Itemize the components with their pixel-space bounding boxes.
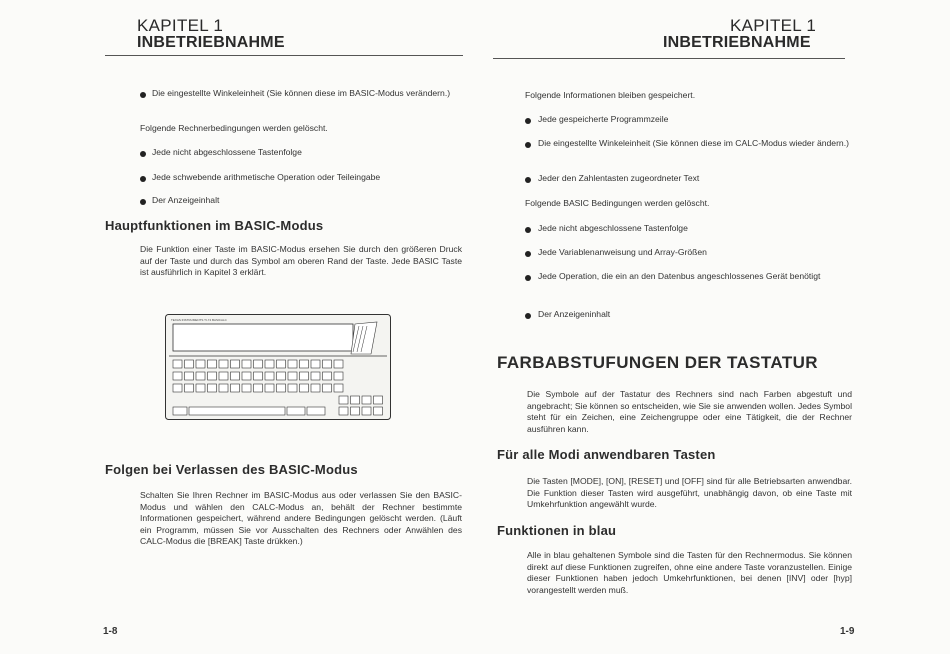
bullet-icon	[525, 313, 531, 319]
section-title: FARBABSTUFUNGEN DER TASTATUR	[497, 353, 818, 372]
calculator-key	[323, 360, 332, 368]
calculator-key	[300, 372, 309, 380]
calculator-key	[219, 384, 228, 392]
deleted-item: Jede schwebende arithmetische Operation oder Teileingabe	[152, 172, 381, 182]
bullet-icon	[525, 118, 531, 124]
calculator-key	[219, 372, 228, 380]
calculator-key	[277, 384, 286, 392]
calculator-key	[196, 384, 205, 392]
chapter-title: INBETRIEBNAHME	[137, 34, 285, 51]
saved-item: Jeder den Zahlentasten zugeordneter Text	[538, 173, 700, 183]
bullet-icon	[140, 151, 146, 157]
calculator-key	[265, 384, 274, 392]
calculator-key	[351, 396, 360, 404]
bullet-icon	[525, 227, 531, 233]
heading-blue-functions: Funktionen in blau	[497, 523, 617, 538]
calculator-key	[334, 372, 343, 380]
deleted-item: Jede Variablenanweisung und Array-Größen	[538, 247, 707, 257]
deleted-item: Jede nicht abgeschlossene Tastenfolge	[538, 223, 688, 233]
calculator-key	[265, 360, 274, 368]
heading-main-functions: Hauptfunktionen im BASIC-Modus	[105, 218, 324, 233]
calculator-key	[189, 407, 285, 415]
bullet-icon	[525, 142, 531, 148]
deleted-item: Der Anzeigeninhalt	[538, 309, 611, 319]
right-page	[475, 0, 950, 654]
calculator-key	[277, 372, 286, 380]
deleted-intro: Folgende BASIC Bedingungen werden gelöscht.	[525, 198, 710, 208]
calculator-brand: TEXAS INSTRUMENTS TI-74 BASICALC	[171, 318, 227, 322]
saved-item: Jede gespeicherte Programmzeile	[538, 114, 669, 124]
calculator-key	[173, 360, 182, 368]
header-rule	[493, 58, 845, 59]
calculator-key	[311, 384, 320, 392]
calculator-key	[277, 360, 286, 368]
calculator-key	[208, 360, 217, 368]
calculator-display	[173, 324, 353, 351]
calculator-key	[254, 360, 263, 368]
para-main-functions: Die Funktion einer Taste im BASIC-Modus ersehen Sie durch den größeren Druck auf der Taste und durch das Symbol am oberen Rand der Taste. Jede BASIC Taste ist ausführlich in Kapitel 3 erklärt.	[140, 244, 462, 277]
calculator-key	[231, 360, 240, 368]
deleted-item: Der Anzeigeinhalt	[152, 195, 220, 205]
calculator-key	[185, 372, 194, 380]
calculator-key	[300, 384, 309, 392]
chapter-title: INBETRIEBNAHME	[663, 34, 811, 51]
calculator-key	[242, 384, 251, 392]
calculator-key	[334, 384, 343, 392]
calculator-key	[334, 360, 343, 368]
chapter-label: KAPITEL 1	[137, 16, 224, 35]
calculator-key	[323, 384, 332, 392]
saved-intro: Folgende Informationen bleiben gespeichert.	[525, 90, 696, 100]
calculator-key	[311, 372, 320, 380]
bullet-angle-unit: Die eingestellte Winkeleinheit (Sie können diese im BASIC-Modus verändern.)	[152, 88, 451, 98]
calculator-key	[173, 372, 182, 380]
header-rule	[105, 55, 463, 56]
calculator-key	[323, 372, 332, 380]
calculator-key	[288, 360, 297, 368]
bullet-icon	[140, 199, 146, 205]
calculator-key	[288, 372, 297, 380]
calculator-key	[185, 384, 194, 392]
calculator-key	[254, 372, 263, 380]
calculator-key	[287, 407, 305, 415]
para-colors: Die Symbole auf der Tastatur des Rechners sind nach Farben abgestuft und angebracht; Sie können so entscheiden, wie Sie sie anwenden wollen. Jedes Symbol steht für ein Zeichen, eine Zeichengruppe oder eine Tätigkeit, die der Rechner ausführen kann.	[527, 389, 852, 434]
bullet-icon	[525, 275, 531, 281]
bullet-icon	[525, 251, 531, 257]
para-all-modes: Die Tasten [MODE], [ON], [RESET] und [OFF] sind für alle Betriebsarten anwendbar. Die Funktion dieser Tasten wird ausgeführt, unabhängig davon, ob eine Taste mit Umkehrfunktion angewählt wurde.	[527, 476, 852, 509]
calculator-key	[208, 384, 217, 392]
chapter-label: KAPITEL 1	[730, 16, 817, 35]
deleted-item: Jede Operation, die ein an den Datenbus angeschlossenes Gerät benötigt	[538, 271, 821, 281]
calculator-key	[362, 407, 371, 415]
deleted-intro: Folgende Rechnerbedingungen werden gelöscht.	[140, 123, 328, 133]
calculator-key	[242, 372, 251, 380]
calculator-key	[307, 407, 325, 415]
heading-all-modes: Für alle Modi anwendbaren Tasten	[497, 447, 716, 462]
calculator-key	[339, 407, 348, 415]
calculator-key	[300, 360, 309, 368]
calculator-key	[231, 384, 240, 392]
bullet-icon	[525, 177, 531, 183]
calculator-key	[173, 384, 182, 392]
calculator-key	[362, 396, 371, 404]
deleted-item: Jede nicht abgeschlossene Tastenfolge	[152, 147, 302, 157]
calculator-key	[219, 360, 228, 368]
calculator-key	[374, 396, 383, 404]
calculator-key	[374, 407, 383, 415]
calculator-key	[196, 360, 205, 368]
calculator-key	[185, 360, 194, 368]
para-blue-functions: Alle in blau gehaltenen Symbole sind die Tasten für den Rechnermodus. Sie können direkt auf diese Funktionen zugreifen, ohne eine andere Taste voranzustellen. Einige dieser Funktionen haben jedoch Umkehrfunktionen, bei denen [INV] oder [hyp] vorangestellt werden muß.	[527, 550, 852, 595]
page-number: 1-8	[103, 626, 118, 637]
calculator-key	[173, 407, 187, 415]
calculator-key	[196, 372, 205, 380]
calculator-key	[208, 372, 217, 380]
para-leave-basic: Schalten Sie Ihren Rechner im BASIC-Modus aus oder verlassen Sie den BASIC-Modus und wählen den CALC-Modus an, behält der Rechner bestimmte Informationen gespeichert, während andere Bedingungen gelöscht werden. (Läuft ein Programm, müssen Sie vor Ausschalten des Rechners oder Anwählen des CALC-Modus die [BREAK] Taste drükken.)	[140, 490, 462, 546]
page-number: 1-9	[840, 626, 855, 637]
calculator-key	[311, 360, 320, 368]
calculator-key	[351, 407, 360, 415]
calculator-key	[242, 360, 251, 368]
calculator-key	[254, 384, 263, 392]
calculator-illustration	[165, 314, 391, 420]
calculator-key	[265, 372, 274, 380]
heading-leave-basic: Folgen bei Verlassen des BASIC-Modus	[105, 462, 358, 477]
bullet-icon	[140, 176, 146, 182]
calculator-key	[231, 372, 240, 380]
bullet-icon	[140, 92, 146, 98]
calculator-key	[288, 384, 297, 392]
calculator-key	[339, 396, 348, 404]
saved-item: Die eingestellte Winkeleinheit (Sie können diese im CALC-Modus wieder ändern.)	[538, 138, 849, 148]
